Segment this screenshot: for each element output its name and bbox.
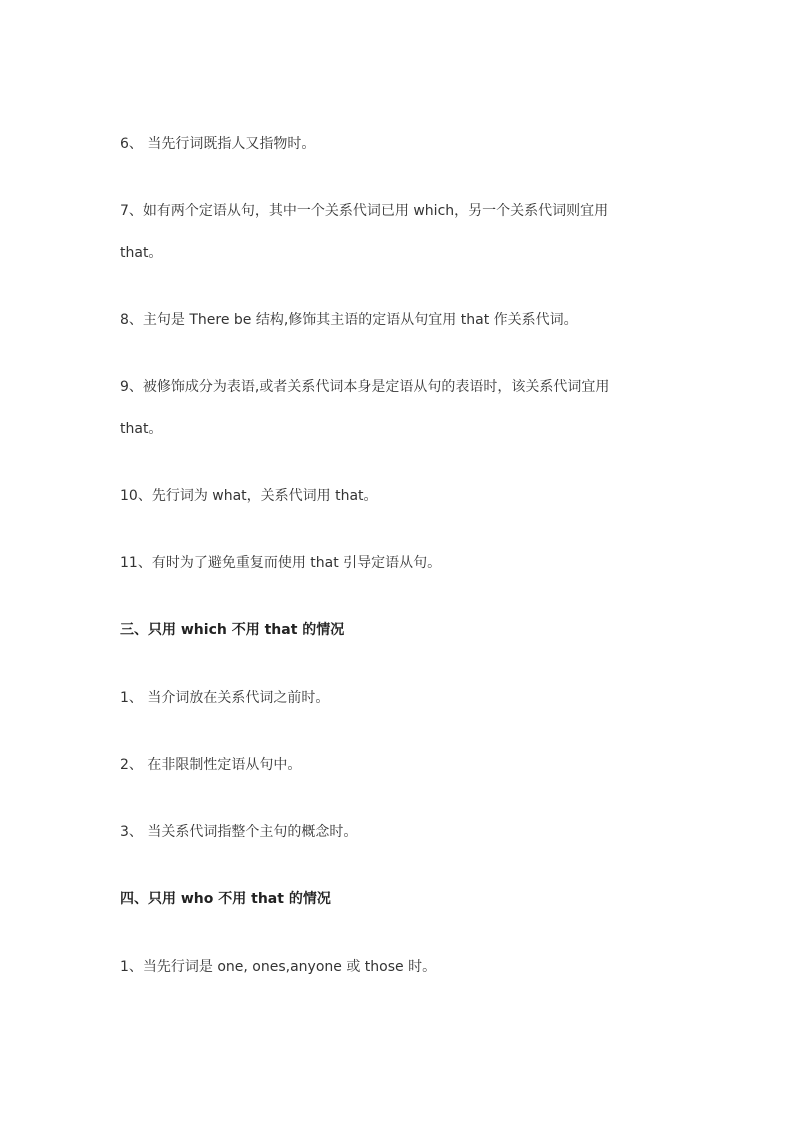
rule-7-line-2: that。 xyxy=(120,245,163,261)
rule-10-line: 10、先行词为 what，关系代词用 that。 xyxy=(120,488,378,504)
rule-11-line: 11、有时为了避免重复而使用 that 引导定语从句。 xyxy=(120,555,442,571)
section-4-heading: 四、只用 who 不用 that 的情况 xyxy=(120,891,331,907)
section-3-item-1: 1、 当介词放在关系代词之前时。 xyxy=(120,690,330,706)
section-3-item-2: 2、 在非限制性定语从句中。 xyxy=(120,757,302,773)
section-4-item-1: 1、当先行词是 one, ones,anyone 或 those 时。 xyxy=(120,959,437,975)
rule-7-line-1: 7、如有两个定语从句，其中一个关系代词已用 which，另一个关系代词则宜用 xyxy=(120,203,609,219)
rule-9-line-2: that。 xyxy=(120,421,163,437)
rule-9-line-1: 9、被修饰成分为表语,或者关系代词本身是定语从句的表语时，该关系代词宜用 xyxy=(120,379,610,395)
section-3-heading: 三、只用 which 不用 that 的情况 xyxy=(120,622,345,638)
section-3-item-3: 3、 当关系代词指整个主句的概念时。 xyxy=(120,824,358,840)
rule-6-line: 6、 当先行词既指人又指物时。 xyxy=(120,136,316,152)
rule-8-line: 8、主句是 There be 结构,修饰其主语的定语从句宜用 that 作关系代词。 xyxy=(120,312,578,328)
